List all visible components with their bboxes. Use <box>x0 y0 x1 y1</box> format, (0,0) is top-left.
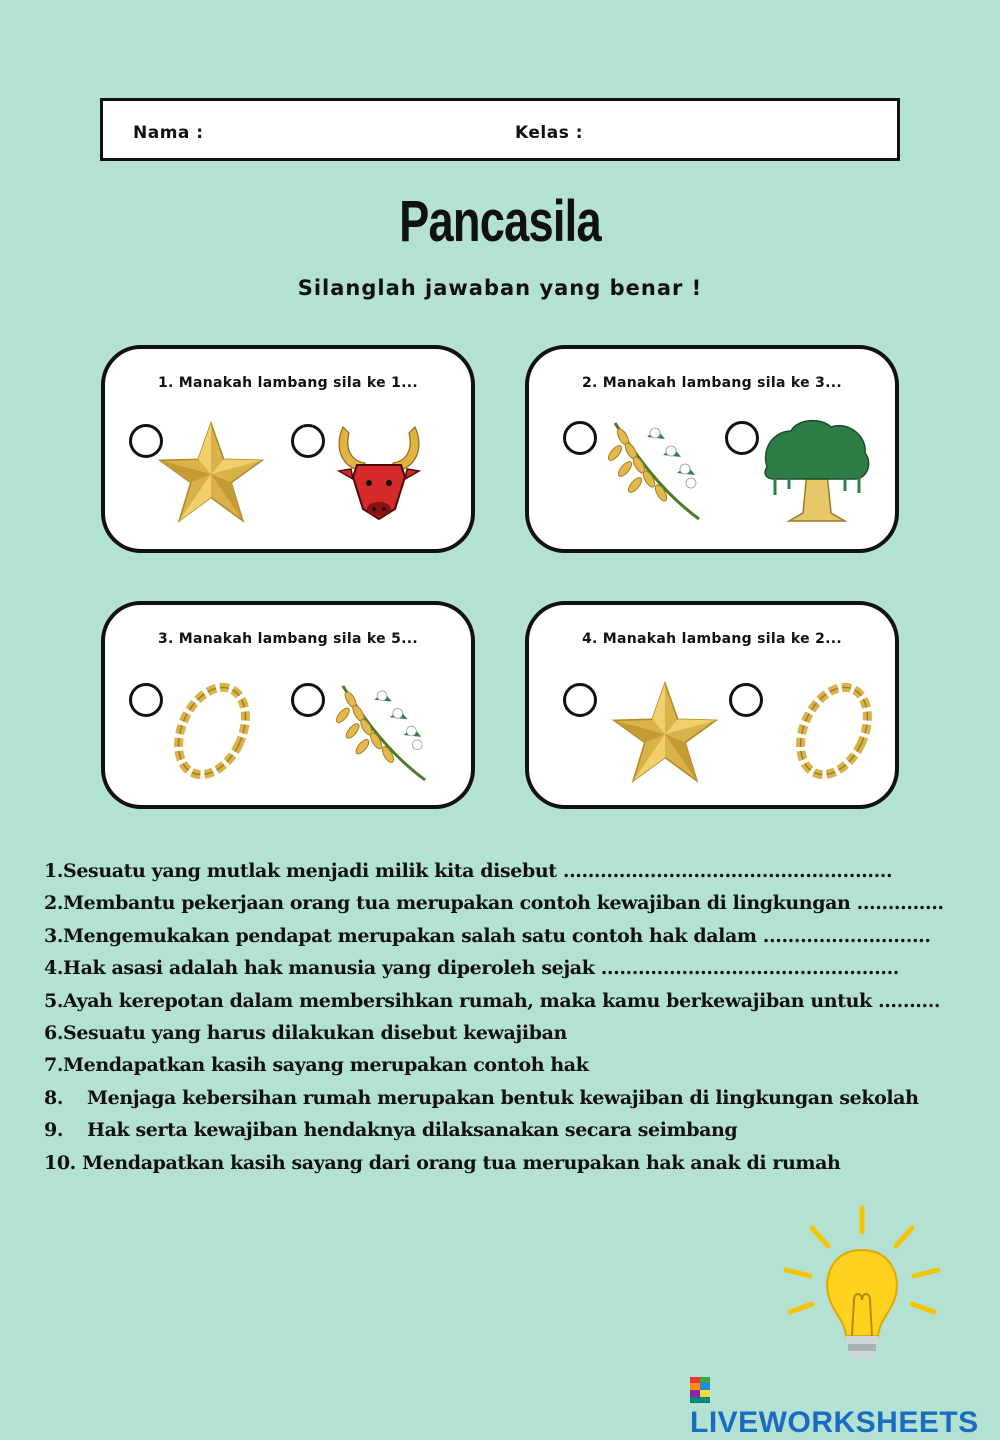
chain-icon <box>167 677 257 785</box>
list-item: 7.Mendapatkan kasih sayang merupakan contoh hak <box>44 1054 589 1077</box>
banyan-tree-icon <box>761 417 873 523</box>
answer-radio-4b[interactable] <box>729 683 763 717</box>
list-item: 5.Ayah kerepotan dalam membersihkan rumah, maka kamu berkewajiban untuk .......... <box>44 989 941 1012</box>
star-icon <box>611 681 719 783</box>
list-item: 3.Mengemukakan pendapat merupakan salah satu contoh hak dalam ........................... <box>44 924 931 947</box>
list-item: 9. Hak serta kewajiban hendaknya dilaksanakan secara seimbang <box>44 1119 738 1142</box>
name-class-box <box>100 98 900 161</box>
page-title: Pancasila <box>399 189 601 254</box>
answer-radio-4a[interactable] <box>563 683 597 717</box>
list-item: 4.Hak asasi adalah hak manusia yang diperoleh sejak ................................................ <box>44 957 900 980</box>
statement-list <box>44 855 964 1179</box>
answer-radio-1b[interactable] <box>291 424 325 458</box>
question-text: 3. Manakah lambang sila ke 5... <box>157 631 419 647</box>
liveworksheets-logo: LIVEWORKSHEETS <box>690 1372 1000 1440</box>
question-card-4 <box>525 601 899 809</box>
list-item: 10. Mendapatkan kasih sayang dari orang tua merupakan hak anak di rumah <box>44 1151 841 1174</box>
rice-cotton-icon <box>335 679 431 785</box>
light-bulb-icon <box>770 1200 980 1380</box>
question-text: 1. Manakah lambang sila ke 1... <box>157 375 419 391</box>
list-item: 2.Membantu pekerjaan orang tua merupakan contoh kewajiban di lingkungan .............. <box>44 892 944 915</box>
list-item: 8. Menjaga kebersihan rumah merupakan bentuk kewajiban di lingkungan sekolah <box>44 1086 919 1109</box>
list-item: 1.Sesuatu yang mutlak menjadi milik kita disebut ..................................................... <box>44 860 893 882</box>
rice-cotton-icon <box>607 417 705 523</box>
answer-radio-3a[interactable] <box>129 683 163 717</box>
star-icon <box>157 421 265 523</box>
question-card-2 <box>525 345 899 553</box>
answer-radio-2b[interactable] <box>725 421 759 455</box>
question-card-1 <box>101 345 475 553</box>
nama-label: Nama : <box>133 123 204 143</box>
chain-icon <box>789 677 879 785</box>
answer-radio-3b[interactable] <box>291 683 325 717</box>
kelas-label: Kelas : <box>515 123 584 143</box>
question-text: 4. Manakah lambang sila ke 2... <box>581 631 843 647</box>
live-badge-icon <box>690 1377 710 1403</box>
question-text: 2. Manakah lambang sila ke 3... <box>581 375 843 391</box>
list-item: 6.Sesuatu yang harus dilakukan disebut kewajiban <box>44 1021 567 1044</box>
bull-head-icon <box>333 419 425 523</box>
question-card-3 <box>101 601 475 809</box>
instruction-text: Silanglah jawaban yang benar ! <box>297 276 703 300</box>
answer-radio-2a[interactable] <box>563 421 597 455</box>
